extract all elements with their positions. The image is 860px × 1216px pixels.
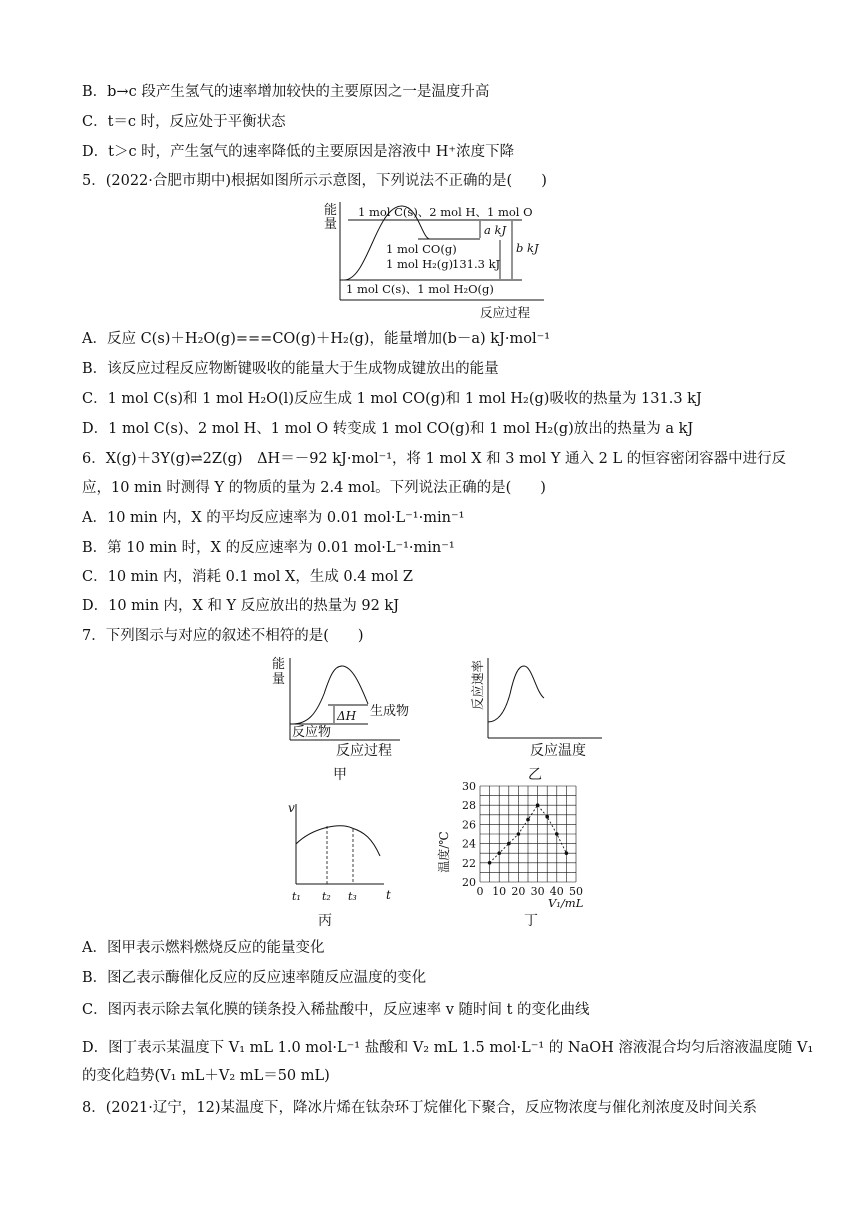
jia-xlabel: 反应过程: [336, 743, 392, 759]
ding-data-point: [517, 832, 521, 836]
yi-caption: 乙: [528, 767, 542, 783]
q6-stem-2: 应，10 min 时测得 Y 的物质的量为 2.4 mol。下列说法正确的是( ): [82, 480, 546, 496]
q4-option-c: C．t＝c 时，反应处于平衡状态: [82, 114, 286, 130]
q6-option-c: C．10 min 内，消耗 0.1 mol X，生成 0.4 mol Z: [82, 569, 413, 585]
ding-data-point: [545, 815, 549, 819]
q6-stem-1: 6．X(g)＋3Y(g)⇌2Z(g) ΔH＝－92 kJ·mol⁻¹，将 1 mol X 和 3 mol Y 通入 2 L 的恒容密闭容器中进行反: [82, 451, 787, 467]
q4-option-d: D．t＞c 时，产生氢气的速率降低的主要原因是溶液中 H⁺浓度下降: [82, 144, 515, 160]
jia-product-label: 生成物: [370, 704, 410, 719]
q7-option-d-1: D．图丁表示某温度下 V₁ mL 1.0 mol·L⁻¹ 盐酸和 V₂ mL 1.5 mol·L⁻¹ 的 NaOH 溶液混合均匀后溶液温度随 V₁: [82, 1040, 814, 1056]
q7-option-b: B．图乙表示酶催化反应的反应速率随反应温度的变化: [82, 970, 427, 986]
q5-option-d: D．1 mol C(s)、2 mol H、1 mol O 转变成 1 mol CO(g)和 1 mol H₂(g)放出的热量为 a kJ: [82, 421, 694, 437]
q5-ylabel-1: 能: [324, 203, 338, 218]
q7-figure-ding: [430, 780, 590, 910]
jia-ylabel-1: 能: [272, 657, 286, 672]
q5-xlabel: 反应过程: [480, 305, 531, 320]
q7-stem: 7．下列图示与对应的叙述不相符的是( ): [82, 628, 364, 644]
q5-option-c: C．1 mol C(s)和 1 mol H₂O(l)反应生成 1 mol CO(g)和 1 mol H₂(g)吸收的热量为 131.3 kJ: [82, 391, 702, 407]
ding-data-point: [536, 803, 540, 807]
q6-option-a: A．10 min 内，X 的平均反应速率为 0.01 mol·L⁻¹·min⁻¹: [82, 510, 465, 526]
ding-xlabel: V₁/mL: [548, 896, 584, 910]
q5-energy-diagram: [318, 198, 548, 322]
bing-t1: t₁: [292, 890, 301, 903]
ding-ytick-label: 26: [462, 818, 476, 832]
q6-option-b: B．第 10 min 时，X 的反应速率为 0.01 mol·L⁻¹·min⁻¹: [82, 540, 455, 556]
q7-option-a: A．图甲表示燃料燃烧反应的能量变化: [82, 940, 325, 956]
ding-ytick-label: 30: [462, 780, 476, 793]
q5-b-label: b kJ: [516, 241, 539, 255]
q7-figure-yi: [466, 654, 606, 744]
ding-data-point: [526, 818, 530, 822]
q5-mid-level-label-2: 1 mol H₂(g): [386, 257, 454, 271]
ding-xtick-label: 30: [530, 885, 545, 898]
ding-caption: 丁: [524, 913, 538, 929]
ding-xtick-label: 40: [549, 885, 564, 898]
q7-option-d-2: 的变化趋势(V₁ mL＋V₂ mL＝50 mL): [82, 1068, 330, 1084]
q7-figure-bing: [282, 798, 398, 904]
ding-data-point: [565, 851, 569, 855]
yi-ylabel: 反应速率: [470, 659, 485, 710]
ding-data-point: [555, 832, 559, 836]
bing-xlabel: t: [386, 888, 391, 902]
jia-ylabel-2: 量: [272, 672, 286, 687]
ding-xtick-label: 10: [492, 885, 507, 898]
q5-stem: 5．(2022·合肥市期中)根据如图所示示意图，下列说法不正确的是( ): [82, 173, 547, 189]
ding-data-point: [497, 851, 501, 855]
jia-reactant-label: 反应物: [292, 725, 332, 740]
q5-a-label: a kJ: [484, 223, 507, 237]
bing-t3: t₃: [348, 890, 357, 903]
yi-xlabel: 反应温度: [530, 743, 586, 759]
ding-ytick-label: 28: [462, 799, 476, 813]
q5-bottom-level-label: 1 mol C(s)、1 mol H₂O(g): [346, 282, 494, 296]
q7-figure-jia: [268, 654, 428, 752]
q7-option-c: C．图丙表示除去氧化膜的镁条投入稀盐酸中，反应速率 v 随时间 t 的变化曲线: [82, 1002, 590, 1018]
q4-option-b: B．b→c 段产生氢气的速率增加较快的主要原因之一是温度升高: [82, 84, 490, 100]
q5-mid-level-label-1: 1 mol CO(g): [386, 242, 457, 256]
q8-stem: 8．(2021·辽宁，12)某温度下，降冰片烯在钛杂环丁烷催化下聚合，反应物浓度与催化剂浓度及时间关系: [82, 1100, 757, 1116]
bing-t2: t₂: [322, 890, 331, 903]
ding-xtick-label: 20: [511, 885, 526, 898]
ding-ytick-label: 20: [462, 876, 476, 889]
ding-ylabel: 温度/℃: [437, 831, 451, 873]
q5-ylabel-2: 量: [324, 217, 338, 232]
ding-ytick-label: 22: [462, 856, 476, 870]
ding-ytick-label: 24: [462, 837, 476, 851]
ding-xtick-label: 0: [476, 885, 484, 898]
ding-xtick-label: 50: [569, 885, 583, 898]
jia-dh-label: ΔH: [337, 709, 357, 723]
bing-ylabel: v: [288, 801, 295, 815]
q5-option-a: A．反应 C(s)＋H₂O(g)===CO(g)＋H₂(g)，能量增加(b－a) kJ·mol⁻¹: [82, 331, 551, 347]
q5-value-label: 131.3 kJ: [452, 257, 501, 271]
bing-caption: 丙: [318, 913, 332, 929]
q5-top-level-label: 1 mol C(s)、2 mol H、1 mol O: [358, 205, 533, 219]
q6-option-d: D．10 min 内，X 和 Y 反应放出的热量为 92 kJ: [82, 598, 400, 614]
ding-data-point: [488, 861, 492, 865]
ding-data-point: [507, 842, 511, 846]
jia-caption: 甲: [333, 767, 347, 783]
q5-option-b: B．该反应过程反应物断键吸收的能量大于生成物成键放出的能量: [82, 361, 499, 377]
